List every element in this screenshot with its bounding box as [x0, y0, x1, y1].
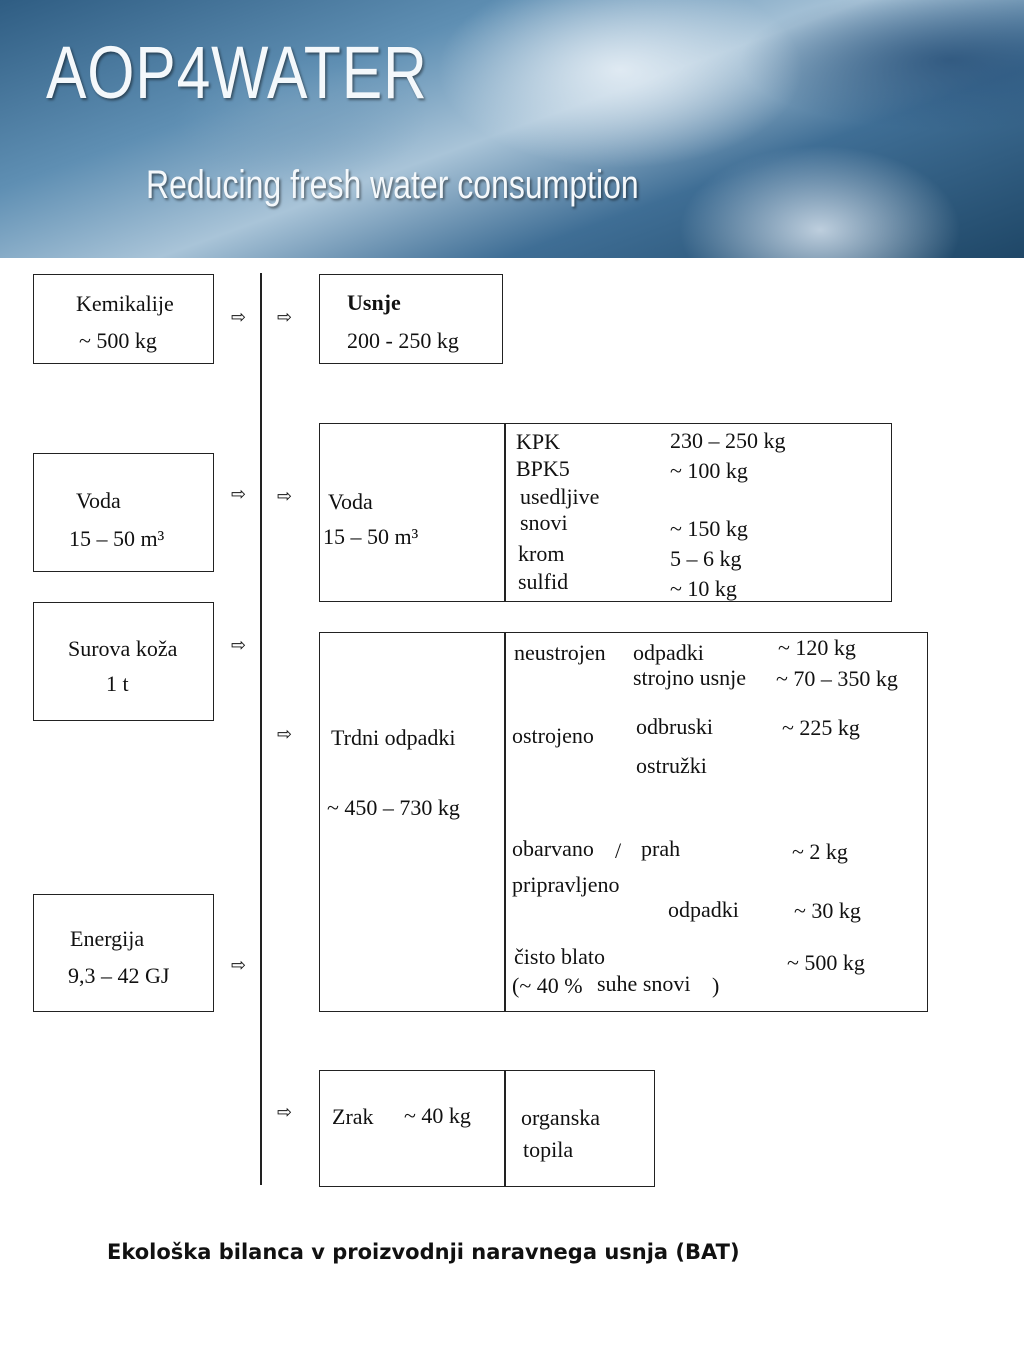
output-trdni-divider — [504, 632, 506, 1012]
trdni-odbruski: odbruski — [636, 714, 713, 739]
input-label-kemikalije: Kemikalije — [76, 291, 174, 316]
output-voda-divider — [504, 423, 506, 602]
flow-divider-line — [260, 273, 262, 1185]
trdni-obarvano: obarvano — [512, 836, 594, 861]
trdni-odpadki-2: odpadki — [668, 897, 739, 922]
output-label-trdni: Trdni odpadki — [331, 725, 456, 750]
voda-row-value: ~ 10 kg — [670, 576, 737, 601]
voda-row-name: sulfid — [518, 569, 569, 594]
trdni-suhe-snovi: suhe snovi — [597, 971, 691, 996]
voda-row-name: krom — [518, 541, 565, 566]
figure-caption: Ekološka bilanca v proizvodnji naravnega usnja (BAT) — [107, 1240, 740, 1264]
arrow-right-icon: ⇨ — [277, 724, 293, 745]
input-value-energija: 9,3 – 42 GJ — [68, 963, 170, 988]
arrow-right-icon: ⇨ — [231, 955, 247, 976]
arrow-right-icon: ⇨ — [231, 484, 247, 505]
arrow-right-icon: ⇨ — [277, 1102, 293, 1123]
output-label-usnje: Usnje — [347, 290, 401, 315]
voda-row-name: usedljive — [520, 484, 600, 509]
output-value-voda: 15 – 50 m³ — [323, 524, 419, 549]
trdni-strojno-usnje: strojno usnje — [633, 665, 747, 690]
trdni-value: ~ 2 kg — [792, 839, 848, 864]
input-label-energija: Energija — [70, 926, 145, 951]
output-value-usnje: 200 - 250 kg — [347, 328, 459, 353]
voda-row-value: 230 – 250 kg — [670, 428, 786, 453]
voda-row-value: ~ 100 kg — [670, 458, 748, 483]
input-box-voda — [33, 453, 214, 572]
voda-row-name: snovi — [520, 510, 568, 535]
voda-row-value: ~ 150 kg — [670, 516, 748, 541]
trdni-odpadki: odpadki — [633, 640, 704, 665]
input-label-koza: Surova koža — [68, 636, 178, 661]
trdni-value: ~ 120 kg — [778, 635, 856, 660]
output-label-zrak: Zrak — [332, 1104, 374, 1129]
trdni-ostrojeno: ostrojeno — [512, 723, 594, 748]
trdni-value: ~ 500 kg — [787, 950, 865, 975]
trdni-pripravljeno: pripravljeno — [512, 872, 620, 897]
output-box-voda — [319, 423, 892, 602]
output-value-zrak: ~ 40 kg — [404, 1103, 471, 1128]
output-label-voda: Voda — [328, 489, 373, 514]
trdni-value: ~ 30 kg — [794, 898, 861, 923]
arrow-right-icon: ⇨ — [231, 635, 247, 656]
zrak-organska: organska — [521, 1105, 601, 1130]
trdni-slash: / — [615, 838, 622, 863]
arrow-right-icon: ⇨ — [277, 307, 293, 328]
input-value-voda: 15 – 50 m³ — [69, 526, 165, 551]
voda-row-value: 5 – 6 kg — [670, 546, 742, 571]
arrow-right-icon: ⇨ — [231, 307, 247, 328]
trdni-ostruzki: ostružki — [636, 753, 707, 778]
input-box-koza — [33, 602, 214, 721]
header-banner — [0, 0, 1024, 258]
voda-row-name: BPK5 — [516, 456, 570, 481]
trdni-prah: prah — [641, 836, 681, 861]
output-zrak-divider — [504, 1070, 506, 1187]
banner-title: AOP4WATER — [46, 31, 428, 114]
arrow-right-icon: ⇨ — [277, 486, 293, 507]
input-label-voda: Voda — [76, 488, 121, 513]
trdni-suhe-open: (~ 40 % — [512, 973, 583, 998]
trdni-value: ~ 70 – 350 kg — [776, 666, 898, 691]
voda-row-name: KPK — [516, 429, 561, 454]
trdni-cisto-blato: čisto blato — [514, 944, 606, 969]
input-value-koza: 1 t — [106, 671, 129, 696]
output-value-trdni: ~ 450 – 730 kg — [327, 795, 460, 820]
trdni-neustrojen: neustrojen — [514, 640, 606, 665]
trdni-value: ~ 225 kg — [782, 715, 860, 740]
zrak-topila: topila — [523, 1137, 574, 1162]
input-value-kemikalije: ~ 500 kg — [79, 328, 157, 353]
banner-subtitle: Reducing fresh water consumption — [146, 163, 639, 207]
input-box-energija — [33, 894, 214, 1012]
trdni-suhe-close: ) — [712, 973, 720, 998]
